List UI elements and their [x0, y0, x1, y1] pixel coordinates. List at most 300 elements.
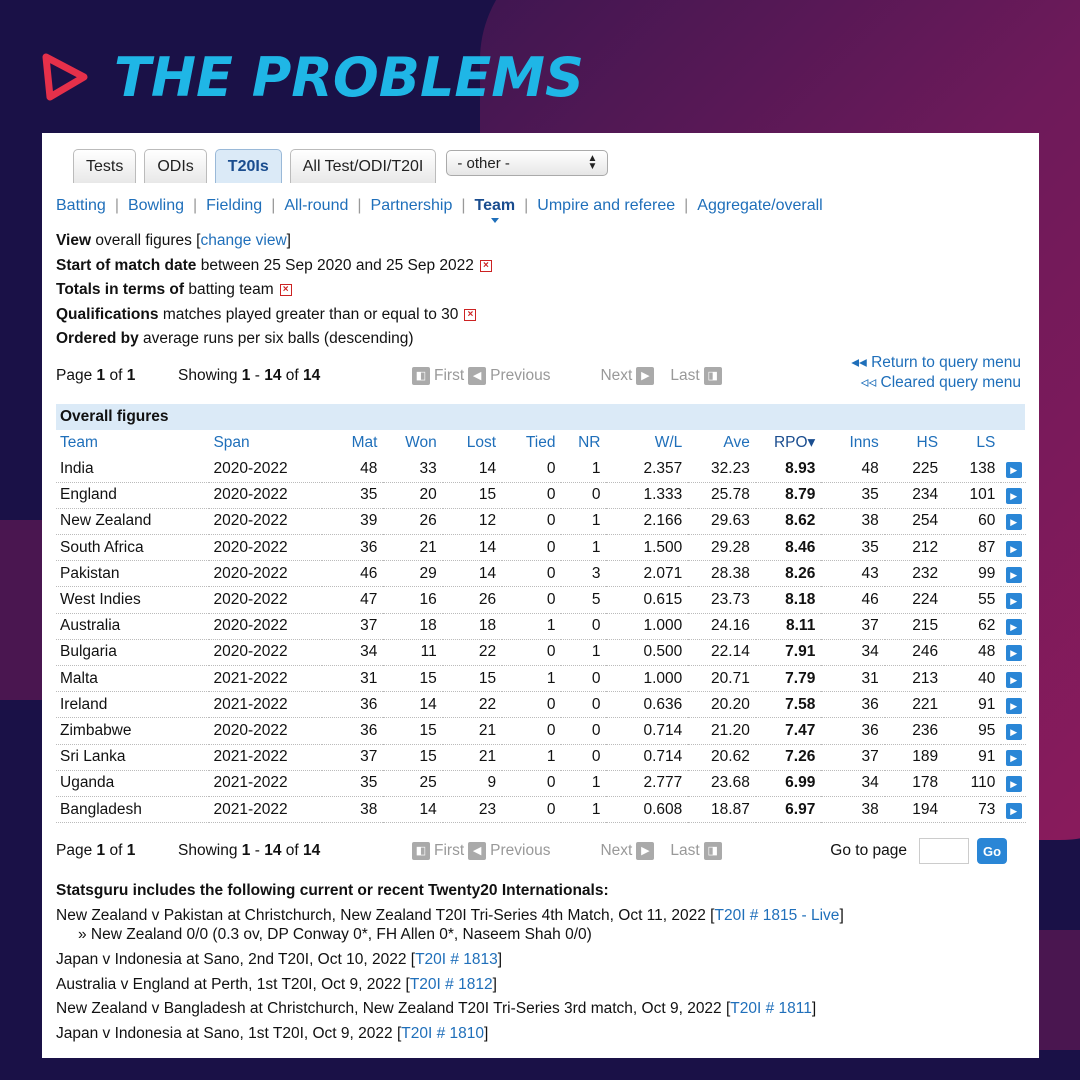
table-cell: 20.62 [688, 744, 756, 770]
recent-match-item: Australia v England at Perth, 1st T20I, Oct 9, 2022 [T20I # 1812] [56, 975, 497, 993]
last-button[interactable]: Last ◨ [670, 367, 725, 385]
table-cell: 29 [383, 561, 442, 587]
nav-bowling[interactable]: Bowling [127, 197, 184, 214]
nav-fielding[interactable]: Fielding [206, 197, 263, 214]
next-icon: ▶ [636, 367, 654, 385]
next-button[interactable]: Next ▶ [600, 842, 658, 860]
table-cell: 2020-2022 [209, 535, 322, 561]
query-menu-links [851, 353, 1021, 393]
table-cell: 1 [561, 639, 606, 665]
table-cell: Bangladesh [56, 796, 209, 822]
table-row [56, 770, 1026, 796]
table-cell: 1 [502, 665, 561, 691]
table-cell: 15 [383, 718, 442, 744]
next-button[interactable]: Next ▶ [600, 367, 658, 385]
table-cell: 21 [383, 535, 442, 561]
table-cell: 21 [443, 744, 502, 770]
table-cell: 6.97 [756, 796, 821, 822]
table-cell: 2021-2022 [209, 665, 322, 691]
play-arrow-icon: ▶ [1006, 698, 1022, 714]
table-cell: 2.357 [606, 456, 688, 482]
table-cell: 0.714 [606, 718, 688, 744]
table-header-row [56, 430, 1026, 456]
table-cell: 0 [502, 456, 561, 482]
table-cell: 6.99 [756, 770, 821, 796]
table-cell: 7.91 [756, 639, 821, 665]
table-cell: 22 [443, 639, 502, 665]
table-row [56, 718, 1026, 744]
table-cell: 1 [502, 744, 561, 770]
showing-indicator: Showing 1 - 14 of 14 [178, 366, 321, 384]
remove-filter-icon[interactable]: × [464, 309, 476, 321]
table-cell: 22 [443, 692, 502, 718]
pager-bottom [56, 837, 1025, 865]
table-cell: 14 [443, 535, 502, 561]
table-cell: 37 [821, 613, 884, 639]
table-cell: Pakistan [56, 561, 209, 587]
row-detail-button[interactable] [1001, 639, 1026, 665]
table-cell: 29.63 [688, 508, 756, 534]
table-cell: 31 [322, 665, 383, 691]
table-cell: 91 [944, 692, 1001, 718]
table-cell: 15 [383, 665, 442, 691]
column-header[interactable]: LS [976, 433, 996, 451]
table-cell: 189 [885, 744, 944, 770]
play-arrow-icon: ▶ [1006, 488, 1022, 504]
row-detail-button[interactable] [1001, 508, 1026, 534]
table-cell: 18 [443, 613, 502, 639]
go-to-page: Go to page Go [830, 838, 1007, 864]
table-cell: 0 [561, 692, 606, 718]
table-cell: 2020-2022 [209, 482, 322, 508]
first-button[interactable]: ◧ First [408, 367, 464, 385]
table-cell: 212 [885, 535, 944, 561]
table-cell: 1.000 [606, 665, 688, 691]
column-header[interactable]: Mat [351, 433, 378, 451]
table-cell: 1 [561, 456, 606, 482]
table-cell: 14 [443, 561, 502, 587]
table-cell: Bulgaria [56, 639, 209, 665]
table-cell: England [56, 482, 209, 508]
select-arrows-icon: ▲ ▼ [587, 153, 598, 172]
table-cell: 23 [443, 796, 502, 822]
showing-indicator: Showing 1 - 14 of 14 [178, 842, 321, 860]
table-cell: 38 [821, 508, 884, 534]
first-button[interactable]: ◧ First [408, 842, 464, 860]
table-cell: 0 [561, 744, 606, 770]
table-cell: 62 [944, 613, 1001, 639]
table-cell: 0 [502, 718, 561, 744]
table-cell: 232 [885, 561, 944, 587]
table-cell: 0 [502, 482, 561, 508]
table-cell: 14 [383, 796, 442, 822]
column-header[interactable]: Lost [466, 433, 497, 451]
row-detail-button[interactable] [1001, 692, 1026, 718]
table-row [56, 587, 1026, 613]
table-cell: 2020-2022 [209, 456, 322, 482]
table-row [56, 613, 1026, 639]
table-cell: Uganda [56, 770, 209, 796]
table-cell: 99 [944, 561, 1001, 587]
table-cell: 47 [322, 587, 383, 613]
table-cell: 8.93 [756, 456, 821, 482]
row-detail-button[interactable] [1001, 613, 1026, 639]
table-cell: 1 [561, 508, 606, 534]
table-cell: Ireland [56, 692, 209, 718]
table-cell: 23.68 [688, 770, 756, 796]
table-row [56, 744, 1026, 770]
table-cell: 1 [502, 613, 561, 639]
recent-match-item: New Zealand v Bangladesh at Christchurch, New Zealand T20I Tri-Series 3rd match, Oct 9, 2022 [T20I # 1811] [56, 1000, 817, 1018]
column-header[interactable]: Inns [849, 433, 879, 451]
column-header[interactable]: Team [60, 433, 98, 451]
table-cell: 225 [885, 456, 944, 482]
table-cell: 2021-2022 [209, 770, 322, 796]
table-cell: 8.79 [756, 482, 821, 508]
previous-button[interactable]: ◀ Previous [464, 842, 550, 860]
column-header[interactable]: Ave [723, 433, 750, 451]
table-cell: 1 [561, 796, 606, 822]
table-cell: 35 [821, 482, 884, 508]
page-indicator: Page 1 of 1 [56, 366, 136, 384]
table-cell: 1.333 [606, 482, 688, 508]
table-cell: West Indies [56, 587, 209, 613]
row-detail-button[interactable] [1001, 718, 1026, 744]
table-cell: 37 [322, 613, 383, 639]
tab-odis[interactable]: ODIs [144, 149, 206, 183]
table-cell: 18 [383, 613, 442, 639]
tab-t20is[interactable]: T20Is [215, 149, 282, 183]
row-detail-button[interactable] [1001, 535, 1026, 561]
table-cell: 1.500 [606, 535, 688, 561]
table-cell: 8.18 [756, 587, 821, 613]
recent-match-item: New Zealand v Pakistan at Christchurch, New Zealand T20I Tri-Series 4th Match, Oct 11, 2022 [T20I # 1815 - Live] [56, 906, 844, 924]
table-cell: 16 [383, 587, 442, 613]
table-row [56, 665, 1026, 691]
format-tabs [73, 149, 1025, 183]
cleared-query-link[interactable]: ◃◃ Cleared query menu [860, 374, 1021, 391]
play-arrow-icon: ▶ [1006, 645, 1022, 661]
table-cell: 25.78 [688, 482, 756, 508]
row-detail-button[interactable] [1001, 587, 1026, 613]
play-arrow-icon: ▶ [1006, 541, 1022, 557]
table-cell: 23.73 [688, 587, 756, 613]
table-cell: 29.28 [688, 535, 756, 561]
table-cell: 21 [443, 718, 502, 744]
table-cell: 24.16 [688, 613, 756, 639]
table-cell: 15 [443, 482, 502, 508]
table-cell: 21.20 [688, 718, 756, 744]
change-view-link[interactable]: change view [200, 232, 287, 249]
previous-icon: ◀ [468, 367, 486, 385]
play-arrow-icon: ▶ [1006, 462, 1022, 478]
table-cell: 0.636 [606, 692, 688, 718]
table-cell: 87 [944, 535, 1001, 561]
table-cell: 73 [944, 796, 1001, 822]
match-link[interactable]: T20I # 1812 [409, 975, 493, 993]
play-arrow-icon: ▶ [1006, 593, 1022, 609]
table-cell: 194 [885, 796, 944, 822]
table-cell: 0 [502, 692, 561, 718]
table-cell: 254 [885, 508, 944, 534]
table-cell: 5 [561, 587, 606, 613]
remove-filter-icon[interactable]: × [280, 284, 292, 296]
table-cell: 178 [885, 770, 944, 796]
column-header[interactable]: Span [213, 433, 250, 451]
table-cell: Sri Lanka [56, 744, 209, 770]
table-cell: 36 [821, 692, 884, 718]
go-button[interactable]: Go [977, 838, 1007, 864]
table-cell: 221 [885, 692, 944, 718]
column-header[interactable]: RPO▾ [773, 434, 816, 452]
live-score-line: » New Zealand 0/0 (0.3 ov, DP Conway 0*, FH Allen 0*, Naseem Shah 0/0) [78, 926, 592, 944]
table-cell: 215 [885, 613, 944, 639]
table-cell: 20.71 [688, 665, 756, 691]
table-cell: 22.14 [688, 639, 756, 665]
play-arrow-icon: ▶ [1006, 672, 1022, 688]
table-cell: 7.79 [756, 665, 821, 691]
table-cell: 0 [561, 613, 606, 639]
table-cell: 95 [944, 718, 1001, 744]
table-cell: 18.87 [688, 796, 756, 822]
previous-icon: ◀ [468, 842, 486, 860]
table-cell: 12 [443, 508, 502, 534]
last-icon: ◨ [704, 367, 722, 385]
play-arrow-icon: ▶ [1006, 514, 1022, 530]
table-cell: 48 [944, 639, 1001, 665]
table-cell: India [56, 456, 209, 482]
header [40, 42, 584, 112]
table-cell: 0 [502, 587, 561, 613]
table-cell: 8.46 [756, 535, 821, 561]
table-cell: 2020-2022 [209, 587, 322, 613]
table-cell: 213 [885, 665, 944, 691]
table-cell: 2020-2022 [209, 561, 322, 587]
table-cell: 9 [443, 770, 502, 796]
table-cell: 43 [821, 561, 884, 587]
match-link[interactable]: T20I # 1815 - Live [714, 906, 840, 924]
table-cell: 46 [322, 561, 383, 587]
row-detail-button[interactable] [1001, 796, 1026, 822]
table-cell: 48 [821, 456, 884, 482]
table-cell: 7.47 [756, 718, 821, 744]
row-detail-button[interactable] [1001, 561, 1026, 587]
recent-match-item: Japan v Indonesia at Sano, 1st T20I, Oct 9, 2022 [T20I # 1810] [56, 1024, 489, 1042]
table-cell: 2020-2022 [209, 508, 322, 534]
table-cell: 25 [383, 770, 442, 796]
table-cell: 0 [502, 639, 561, 665]
column-header[interactable]: Tied [525, 433, 556, 451]
match-link[interactable]: T20I # 1810 [401, 1024, 484, 1042]
table-cell: 246 [885, 639, 944, 665]
table-cell: 0 [502, 535, 561, 561]
column-header[interactable]: HS [916, 433, 939, 451]
recent-title: Statsguru includes the following current or recent Twenty20 Internationals: [56, 882, 609, 900]
table-cell: 40 [944, 665, 1001, 691]
table-cell: 37 [322, 744, 383, 770]
table-cell: 2020-2022 [209, 639, 322, 665]
table-cell: 236 [885, 718, 944, 744]
table-cell: 7.58 [756, 692, 821, 718]
other-format-select[interactable] [446, 150, 608, 176]
table-row [56, 482, 1026, 508]
select-value: - other - [457, 154, 510, 172]
table-cell: 8.62 [756, 508, 821, 534]
table-cell: 26 [443, 587, 502, 613]
row-detail-button[interactable] [1001, 456, 1026, 482]
table-cell: 38 [821, 796, 884, 822]
row-detail-button[interactable] [1001, 770, 1026, 796]
table-row [56, 561, 1026, 587]
match-link[interactable]: T20I # 1811 [730, 1000, 812, 1018]
table-cell: 138 [944, 456, 1001, 482]
play-arrow-icon: ▶ [1006, 803, 1022, 819]
table-cell: 0.608 [606, 796, 688, 822]
table-cell: 35 [821, 535, 884, 561]
first-icon: ◧ [412, 367, 430, 385]
table-cell: 2020-2022 [209, 613, 322, 639]
table-cell: 0 [561, 718, 606, 744]
first-icon: ◧ [412, 842, 430, 860]
table-cell: 34 [821, 770, 884, 796]
table-row [56, 456, 1026, 482]
table-cell: Australia [56, 613, 209, 639]
play-arrow-icon: ▶ [1006, 619, 1022, 635]
column-header[interactable]: Won [405, 433, 437, 451]
table-cell: 38 [322, 796, 383, 822]
table-cell: 14 [443, 456, 502, 482]
table-row [56, 535, 1026, 561]
table-cell: 91 [944, 744, 1001, 770]
table-cell: Malta [56, 665, 209, 691]
stat-type-nav: Batting | Bowling | Fielding | All-round | Partnership | Team | Umpire and referee | Aggregate/overall [56, 197, 823, 214]
table-cell: 234 [885, 482, 944, 508]
table-cell: 36 [322, 718, 383, 744]
nav-aggregate[interactable]: Aggregate/overall [697, 197, 823, 214]
recent-match-item: Japan v Indonesia at Sano, 2nd T20I, Oct 10, 2022 [T20I # 1813] [56, 951, 503, 969]
table-cell: 3 [561, 561, 606, 587]
table-cell: 20 [383, 482, 442, 508]
tab-all[interactable]: All Test/ODI/T20I [290, 149, 437, 183]
row-detail-button[interactable] [1001, 482, 1026, 508]
last-icon: ◨ [704, 842, 722, 860]
play-arrow-icon: ▶ [1006, 724, 1022, 740]
table-cell: 32.23 [688, 456, 756, 482]
table-cell: Zimbabwe [56, 718, 209, 744]
table-cell: 8.11 [756, 613, 821, 639]
nav-team[interactable]: Team [474, 197, 516, 214]
next-icon: ▶ [636, 842, 654, 860]
row-detail-button[interactable] [1001, 744, 1026, 770]
table-cell: 15 [443, 665, 502, 691]
table-cell: 2021-2022 [209, 796, 322, 822]
table-cell: New Zealand [56, 508, 209, 534]
table-cell: 0 [502, 561, 561, 587]
table-row [56, 508, 1026, 534]
table-cell: 1 [561, 535, 606, 561]
table-cell: 11 [383, 639, 442, 665]
statsguru-panel [42, 133, 1039, 1058]
remove-filter-icon[interactable]: × [480, 260, 492, 272]
table-cell: 110 [944, 770, 1001, 796]
nav-umpire[interactable]: Umpire and referee [537, 197, 676, 214]
table-cell: 2021-2022 [209, 692, 322, 718]
table-cell: 101 [944, 482, 1001, 508]
tab-tests[interactable]: Tests [73, 149, 136, 183]
row-detail-button[interactable] [1001, 665, 1026, 691]
table-cell: South Africa [56, 535, 209, 561]
table-cell: 26 [383, 508, 442, 534]
nav-all-round[interactable]: All-round [284, 197, 349, 214]
table-cell: 39 [322, 508, 383, 534]
table-cell: 0 [502, 770, 561, 796]
table-cell: 1.000 [606, 613, 688, 639]
table-cell: 55 [944, 587, 1001, 613]
column-header[interactable]: W/L [654, 433, 683, 451]
page-number-input[interactable] [919, 838, 969, 864]
table-cell: 0.615 [606, 587, 688, 613]
table-cell: 14 [383, 692, 442, 718]
table-cell: 60 [944, 508, 1001, 534]
table-row [56, 692, 1026, 718]
recent-matches [56, 879, 1025, 1046]
table-cell: 46 [821, 587, 884, 613]
table-cell: 33 [383, 456, 442, 482]
table-cell: 0.500 [606, 639, 688, 665]
table-row [56, 796, 1026, 822]
table-cell: 35 [322, 482, 383, 508]
table-cell: 36 [322, 535, 383, 561]
column-header [1001, 430, 1026, 456]
table-cell: 0.714 [606, 744, 688, 770]
last-button[interactable]: Last ◨ [670, 842, 725, 860]
table-cell: 31 [821, 665, 884, 691]
table-cell: 1 [561, 770, 606, 796]
play-arrow-icon: ▶ [1006, 567, 1022, 583]
play-arrow-icon: ▶ [1006, 776, 1022, 792]
table-cell: 20.20 [688, 692, 756, 718]
page-title: THE PROBLEMS [114, 45, 584, 109]
table-cell: 8.26 [756, 561, 821, 587]
previous-button[interactable]: ◀ Previous [464, 367, 550, 385]
table-cell: 0 [502, 508, 561, 534]
table-cell: 36 [821, 718, 884, 744]
table-cell: 36 [322, 692, 383, 718]
table-cell: 35 [322, 770, 383, 796]
nav-partnership[interactable]: Partnership [370, 197, 453, 214]
nav-batting[interactable]: Batting [56, 197, 106, 214]
table-cell: 2.777 [606, 770, 688, 796]
match-link[interactable]: T20I # 1813 [415, 951, 498, 969]
table-cell: 2020-2022 [209, 718, 322, 744]
table-cell: 0 [502, 796, 561, 822]
table-section-title: Overall figures [56, 404, 1025, 430]
triangle-logo-icon [40, 49, 90, 105]
play-arrow-icon: ▶ [1006, 750, 1022, 766]
table-cell: 2.166 [606, 508, 688, 534]
table-cell: 34 [322, 639, 383, 665]
table-cell: 48 [322, 456, 383, 482]
return-query-link[interactable]: ◂◂ Return to query menu [851, 354, 1021, 371]
team-stats-table [56, 430, 1026, 823]
table-cell: 15 [383, 744, 442, 770]
table-cell: 28.38 [688, 561, 756, 587]
column-header[interactable]: NR [578, 433, 601, 451]
table-cell: 2.071 [606, 561, 688, 587]
page-indicator: Page 1 of 1 [56, 842, 136, 860]
table-cell: 0 [561, 665, 606, 691]
table-cell: 224 [885, 587, 944, 613]
